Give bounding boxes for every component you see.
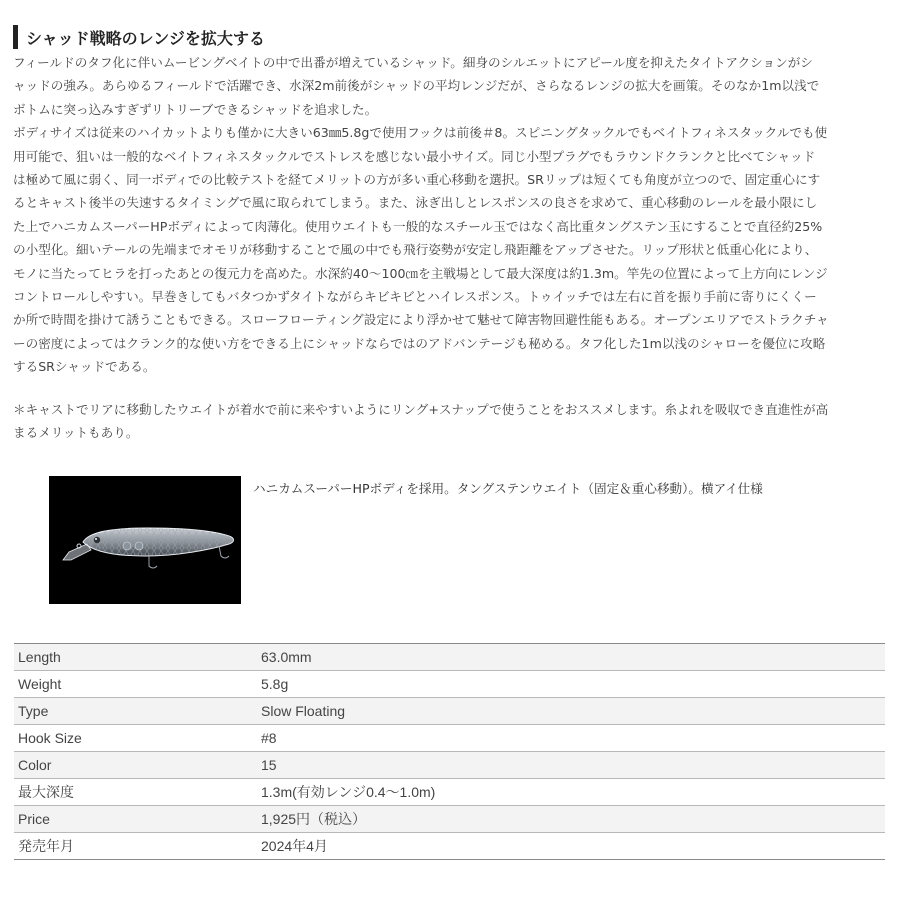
note-line: まるメリットもあり。 — [13, 425, 139, 441]
section-title: シャッド戦略のレンジを拡大する — [26, 28, 265, 48]
section-heading — [13, 24, 265, 50]
heading-accent-bar — [13, 25, 18, 49]
table-row — [14, 725, 885, 752]
note-line: ＊キャストでリアに移動したウエイトが着水で前に来やすいようにリング+スナップで使うことをおススメします。糸よれを吸収でき直進性が高 — [13, 402, 829, 417]
spec-value: #8 — [257, 725, 885, 752]
spec-value: 15 — [257, 752, 885, 779]
table-row — [14, 671, 885, 698]
description-line: た上でハニカムスーパーHPボディによって肉薄化。使用ウエイトも一般的なスチール玉ではなく高比重タングステン玉にすることで直径約25% — [13, 218, 823, 234]
description-line: るとキャスト後半の失速するタイミングで風に取られてしまう。また、泳ぎ出しとレスポンスの良さを求めて、重心移動のレールを最小限にし — [13, 195, 818, 211]
spec-value: 2024年4月 — [257, 833, 885, 860]
spec-value: 1.3m(有効レンジ0.4〜1.0m) — [257, 779, 885, 806]
spec-label: Color — [14, 752, 257, 779]
spec-table — [14, 643, 885, 860]
description-line: モノに当たってヒラを打ったあとの復元力を高めた。水深約40～100㎝を主戦場として最大深度は約1.3m。竿先の位置によって上方向にレンジ — [13, 265, 828, 281]
table-row — [14, 644, 885, 671]
description-line: は極めて風に弱く、同一ボディでの比較テストを経てメリットの方が多い重心移動を選択。SRリップは短くても角度が立つので、固定重心にす — [13, 172, 821, 188]
spec-value: Slow Floating — [257, 698, 885, 725]
spec-label: Price — [14, 806, 257, 833]
description-text — [13, 51, 887, 379]
spec-label: Length — [14, 644, 257, 671]
lure-image — [49, 476, 241, 604]
spec-label: Weight — [14, 671, 257, 698]
description-line: の小型化。細いテールの先端までオモリが移動することで風の中でも飛行姿勢が安定し飛距離をアップさせた。リップ形状と低重心化により、 — [13, 242, 818, 258]
table-row — [14, 698, 885, 725]
image-caption: ハニカムスーパーHPボディを採用。タングステンウエイト（固定＆重心移動）。横アイ仕様 — [253, 481, 763, 496]
spec-label: 発売年月 — [14, 833, 257, 860]
description-line: ボトムに突っ込みすぎずリトリーブできるシャッドを追求した。 — [13, 101, 378, 117]
spec-value: 1,925円（税込） — [257, 806, 885, 833]
description-line: か所で時間を掛けて誘うこともできる。スローフローティング設定により浮かせて魅せて障害物回避性能もある。オープンエリアでストラクチャ — [13, 312, 829, 328]
table-row — [14, 806, 885, 833]
spec-label: Hook Size — [14, 725, 257, 752]
description-line: コントロールしやすい。早巻きしてもバタつかずタイトながらキビキビとハイレスポンス。トゥイッチでは左右に首を振り手前に寄りにくくー — [13, 289, 817, 305]
table-row — [14, 779, 885, 806]
usage-note — [13, 398, 887, 445]
spec-label: Type — [14, 698, 257, 725]
spec-value: 5.8g — [257, 671, 885, 698]
spec-value: 63.0mm — [257, 644, 885, 671]
description-line: ボディサイズは従来のハイカットよりも僅かに大きい63㎜5.8gで使用フックは前後＃8。スピニングタックルでもベイトフィネスタックルでも使 — [13, 125, 828, 141]
description-line: するSRシャッドである。 — [13, 359, 156, 375]
spec-label: 最大深度 — [14, 779, 257, 806]
table-row — [14, 833, 885, 860]
description-line: 用可能で、狙いは一般的なベイトフィネスタックルでストレスを感じない最小サイズ。同じ小型プラグでもラウンドクランクと比べてシャッド — [13, 148, 816, 164]
description-line: ーの密度によってはクランク的な使い方をできる上にシャッドならではのアドバンテージも秘める。タフ化した1m以浅のシャローを優位に攻略 — [13, 335, 826, 351]
table-row — [14, 752, 885, 779]
description-line: フィールドのタフ化に伴いムービングベイトの中で出番が増えているシャッド。細身のシルエットにアピール度を抑えたタイトアクションがシ — [13, 55, 813, 70]
lure-icon — [49, 476, 241, 604]
description-line: ャッドの強み。あらゆるフィールドで活躍でき、水深2m前後がシャッドの平均レンジだが、さらなるレンジの拡大を画策。そのなか1m以浅で — [13, 78, 820, 94]
